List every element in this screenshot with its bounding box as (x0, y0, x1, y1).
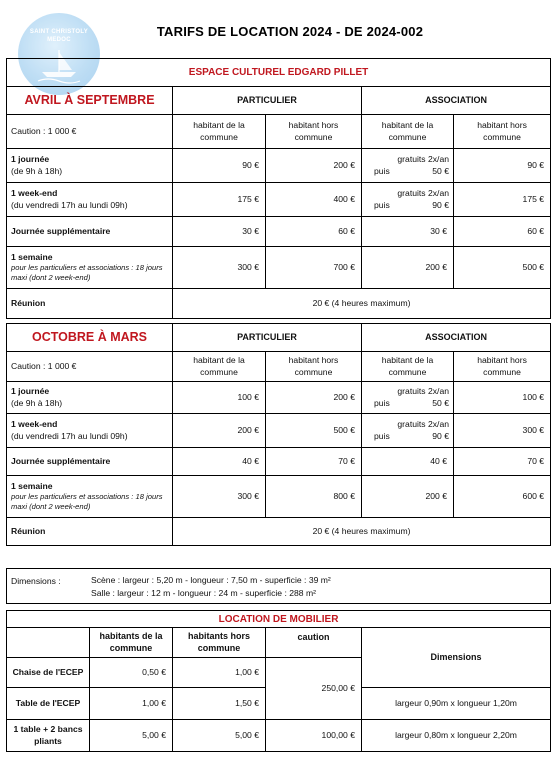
price-cell: 200 € (362, 247, 454, 289)
table-row (7, 476, 551, 518)
price-cell: 40 € (362, 448, 454, 476)
price-cell: 500 € (266, 414, 362, 448)
price-cell: 600 € (454, 476, 551, 518)
price-cell: 200 € (173, 414, 266, 448)
table-row (7, 247, 551, 289)
row-label: 1 week-end (du vendredi 17h au lundi 09h) (7, 183, 173, 217)
caution-label: Caution : 1 000 € (7, 352, 173, 382)
empty-cell (7, 628, 90, 658)
period-title: OCTOBRE À MARS (7, 324, 173, 352)
price-cell: gratuits 2x/an puis 90 € (362, 183, 454, 217)
price-cell: 200 € (266, 382, 362, 414)
price-cell: 400 € (266, 183, 362, 217)
price-cell: 175 € (173, 183, 266, 217)
price-cell: 60 € (454, 217, 551, 247)
reunion-value: 20 € (4 heures maximum) (173, 289, 551, 319)
price-cell: gratuits 2x/an puis 90 € (362, 414, 454, 448)
price-cell: 1,00 € (90, 688, 173, 720)
price-cell: 5,00 € (173, 720, 266, 752)
price-cell: 300 € (173, 247, 266, 289)
price-cell: 40 € (173, 448, 266, 476)
header-habitant: habitant de la commune (362, 352, 454, 382)
reunion-value: 20 € (4 heures maximum) (173, 518, 551, 546)
reunion-label: Réunion (7, 518, 173, 546)
dimensions-salle: Salle : largeur : 12 m - longueur : 24 m - superficie : 288 m² (91, 588, 316, 598)
logo-line-2: MEDOC (47, 37, 71, 43)
price-cell: 1,00 € (173, 658, 266, 688)
header-habitants: habitants de la commune (90, 628, 173, 658)
table-row (7, 518, 551, 546)
price-cell: 1,50 € (173, 688, 266, 720)
price-cell: 90 € (454, 149, 551, 183)
header-hors: habitant hors commune (454, 115, 551, 149)
caution-cell: 250,00 € (266, 658, 362, 720)
table-row (7, 149, 551, 183)
table-row (7, 720, 551, 752)
mobilier-table (6, 610, 551, 752)
price-cell: 500 € (454, 247, 551, 289)
price-cell: 200 € (362, 476, 454, 518)
tariffs-table (6, 58, 551, 546)
row-label: 1 table + 2 bancs pliants (7, 720, 90, 752)
header-particulier: PARTICULIER (173, 324, 362, 352)
price-cell: 100 € (173, 382, 266, 414)
price-cell: 800 € (266, 476, 362, 518)
row-label: Table de l'ECEP (7, 688, 90, 720)
price-cell: 30 € (173, 217, 266, 247)
price-cell: 175 € (454, 183, 551, 217)
row-label: 1 week-end (du vendredi 17h au lundi 09h) (7, 414, 173, 448)
price-cell: 30 € (362, 217, 454, 247)
header-association: ASSOCIATION (362, 87, 551, 115)
price-cell: gratuits 2x/an puis 50 € (362, 382, 454, 414)
header-caution: caution (266, 628, 362, 658)
row-label: 1 journée (de 9h à 18h) (7, 149, 173, 183)
espace-title: ESPACE CULTUREL EDGARD PILLET (7, 59, 551, 87)
table-row (7, 183, 551, 217)
table-row (7, 382, 551, 414)
row-label: 1 semaine pour les particuliers et associations : 18 jours maxi (dont 2 week-end) (7, 247, 173, 289)
reunion-label: Réunion (7, 289, 173, 319)
page-title: TARIFS DE LOCATION 2024 - DE 2024-002 (156, 24, 424, 39)
dimensions-box (6, 568, 551, 604)
row-label: 1 semaine pour les particuliers et associations : 18 jours maxi (dont 2 week-end) (7, 476, 173, 518)
header-habitant: habitant de la commune (173, 115, 266, 149)
table-row (7, 448, 551, 476)
price-cell: gratuits 2x/an puis 50 € (362, 149, 454, 183)
table-row (7, 217, 551, 247)
header-hors: habitant hors commune (454, 352, 551, 382)
price-cell: 700 € (266, 247, 362, 289)
price-cell: 60 € (266, 217, 362, 247)
logo-line-1: SAINT CHRISTOLY (29, 29, 89, 35)
price-cell: 0,50 € (90, 658, 173, 688)
header-dimensions: Dimensions (362, 628, 551, 688)
price-cell: 300 € (454, 414, 551, 448)
header-habitant: habitant de la commune (362, 115, 454, 149)
dimension-cell: largeur 0,80m x longueur 2,20m (362, 720, 551, 752)
period-title: AVRIL À SEPTEMBRE (7, 87, 173, 115)
price-cell: 90 € (173, 149, 266, 183)
price-cell: 70 € (266, 448, 362, 476)
row-label: Journée supplémentaire (7, 217, 173, 247)
header-habitant: habitant de la commune (173, 352, 266, 382)
dimensions-scene: Scène : largeur : 5,20 m - longueur : 7,50 m - superficie : 39 m² (91, 575, 331, 585)
caution-label: Caution : 1 000 € (7, 115, 173, 149)
header-association: ASSOCIATION (362, 324, 551, 352)
dimension-cell: largeur 0,90m x longueur 1,20m (362, 688, 551, 720)
price-cell: 200 € (266, 149, 362, 183)
row-label: Journée supplémentaire (7, 448, 173, 476)
price-cell: 70 € (454, 448, 551, 476)
price-cell: 100 € (454, 382, 551, 414)
header-hors: habitant hors commune (266, 115, 362, 149)
mobilier-title: LOCATION DE MOBILIER (7, 611, 551, 628)
header-hors: habitants hors commune (173, 628, 266, 658)
caution-cell: 100,00 € (266, 720, 362, 752)
price-cell: 300 € (173, 476, 266, 518)
table-row (7, 414, 551, 448)
header-particulier: PARTICULIER (173, 87, 362, 115)
row-label: Chaise de l'ECEP (7, 658, 90, 688)
dimensions-label: Dimensions : (11, 576, 61, 586)
table-row (7, 289, 551, 319)
price-cell: 5,00 € (90, 720, 173, 752)
header-hors: habitant hors commune (266, 352, 362, 382)
row-label: 1 journée (de 9h à 18h) (7, 382, 173, 414)
